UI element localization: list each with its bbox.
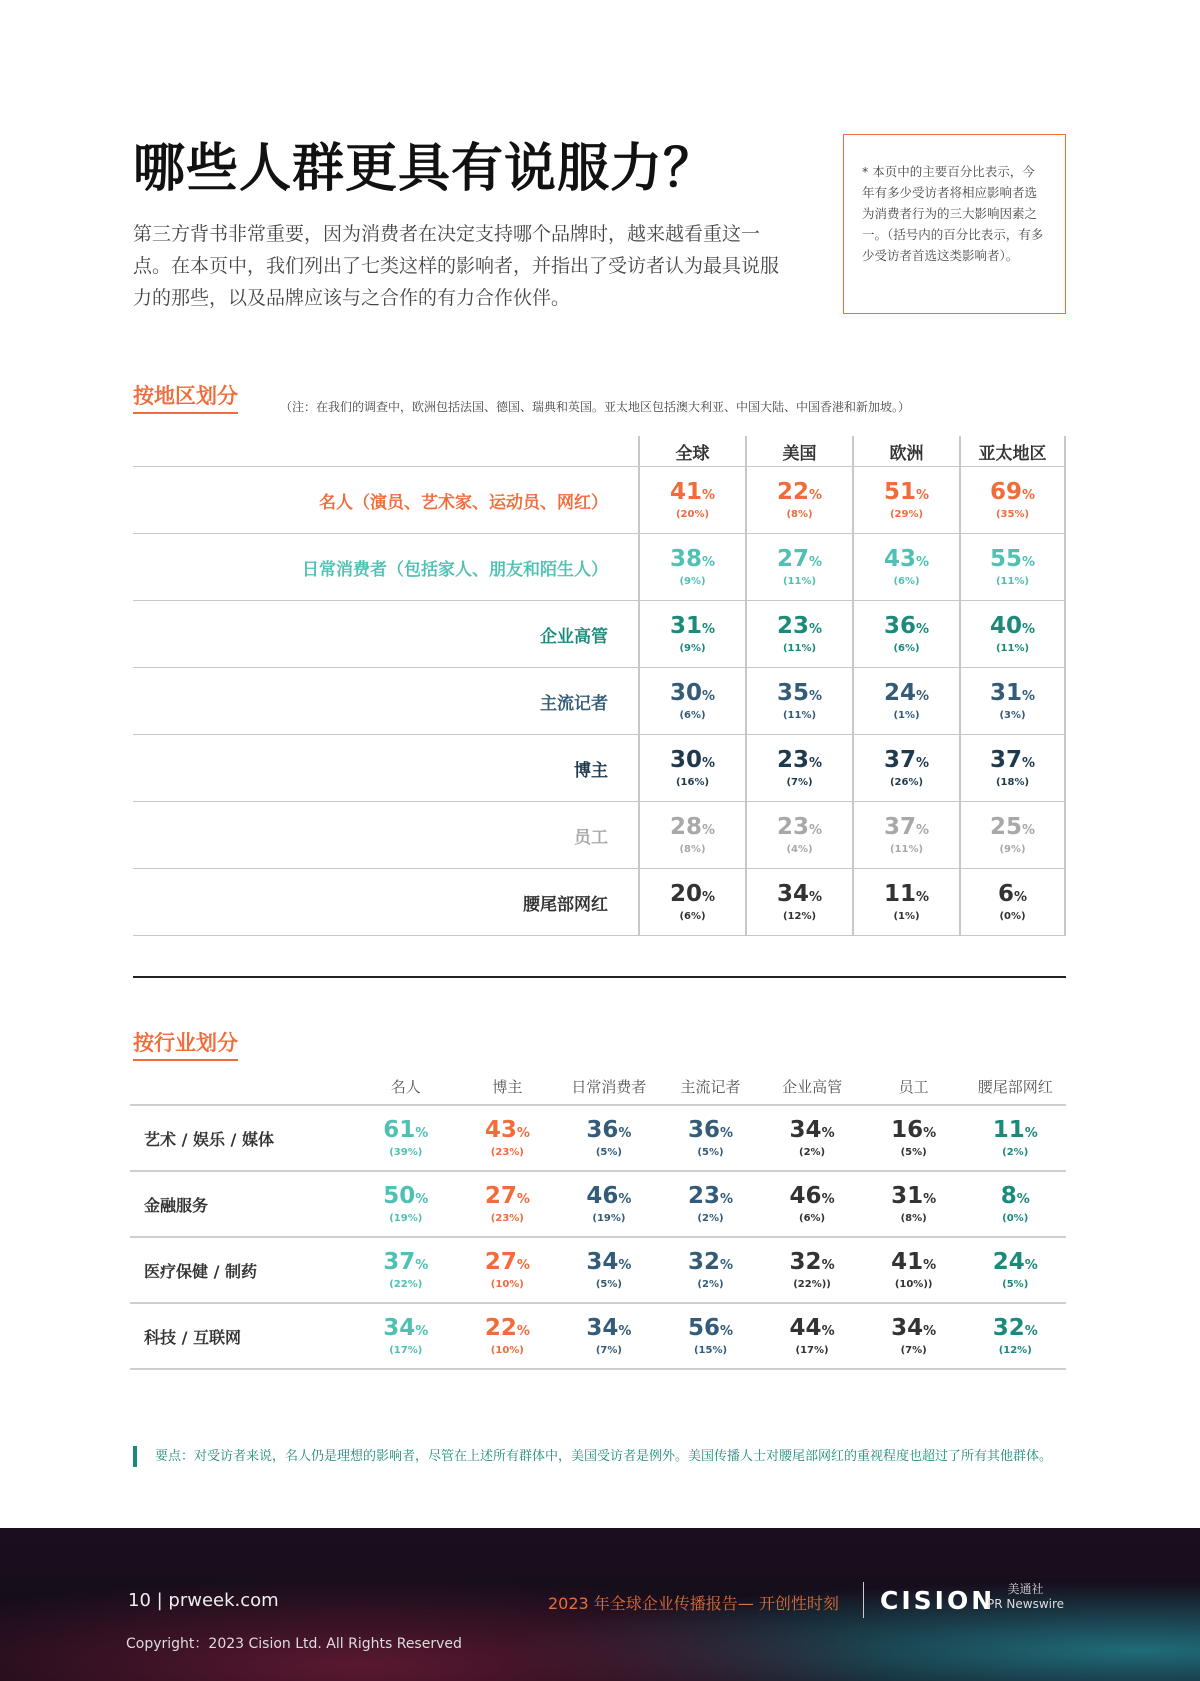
value-cell <box>852 534 959 600</box>
value-cell <box>852 467 959 533</box>
first-choice-value: (11%) <box>782 709 817 721</box>
percent-value: 34% <box>891 1314 937 1341</box>
first-choice-value: (4%) <box>786 843 813 855</box>
first-choice-value: (1%) <box>893 709 920 721</box>
value-cell <box>852 668 959 734</box>
table-row <box>133 467 1066 534</box>
first-choice-value: (18%) <box>995 776 1030 788</box>
value-cell <box>745 467 852 533</box>
row-label: 艺术 / 娱乐 / 媒体 <box>144 1129 274 1149</box>
first-choice-value: (10%)) <box>894 1278 933 1290</box>
percent-value: 24% <box>992 1248 1038 1275</box>
percent-value: 34% <box>586 1248 632 1275</box>
value-cell <box>959 802 1066 868</box>
value-cell <box>355 1172 457 1236</box>
page-number-site: 10 | prweek.com <box>128 1590 279 1611</box>
value-cell <box>863 1238 965 1302</box>
first-choice-value: (23%) <box>490 1146 524 1158</box>
row-label: 员工 <box>574 827 608 848</box>
prn-logo-cn: 美通社 <box>1007 1582 1044 1596</box>
value-cell <box>959 467 1066 533</box>
value-cell <box>852 601 959 667</box>
section-heading-region: 按地区划分 <box>133 380 238 414</box>
value-cell <box>558 1304 660 1368</box>
footnote-box: * 本页中的主要百分比表示，今年有多少受访者将相应影响者选为消费者行为的三大影响因素之一。（括号内的百分比表示，有多少受访者首选这类影响者）。 <box>843 134 1066 314</box>
percent-value: 36% <box>883 612 930 639</box>
column-header: 企业高管 <box>782 1078 843 1096</box>
percent-value: 22% <box>776 478 823 505</box>
intro-paragraph: 第三方背书非常重要，因为消费者在决定支持哪个品牌时，越来越看重这一点。在本页中，我们列出了七类这样的影响者，并指出了受访者认为最具说服力的那些，以及品牌应该与之合作的有力合作伙伴。 <box>133 223 780 309</box>
value-cell <box>457 1304 559 1368</box>
first-choice-value: (2%) <box>697 1212 724 1224</box>
percent-value: 61% <box>383 1116 429 1143</box>
value-cell <box>745 735 852 801</box>
percent-value: 20% <box>669 880 716 907</box>
value-cell <box>964 1238 1066 1302</box>
percent-value: 43% <box>883 545 930 572</box>
first-choice-value: (0%) <box>1002 1212 1029 1224</box>
percent-value: 28% <box>669 813 716 840</box>
table-header <box>133 436 1066 467</box>
value-cell <box>660 1304 762 1368</box>
column-header: 日常消费者 <box>571 1078 647 1096</box>
percent-value: 27% <box>484 1182 530 1209</box>
value-cell <box>959 534 1066 600</box>
value-cell <box>638 668 745 734</box>
percent-value: 37% <box>883 813 930 840</box>
percent-value: 27% <box>484 1248 530 1275</box>
table-row <box>133 869 1066 936</box>
value-cell <box>745 668 852 734</box>
table-row <box>130 1304 1066 1370</box>
value-cell <box>457 1172 559 1236</box>
percent-value: 6% <box>997 880 1028 907</box>
value-cell <box>660 1238 762 1302</box>
value-cell <box>638 467 745 533</box>
percent-value: 36% <box>586 1116 632 1143</box>
percent-value: 32% <box>992 1314 1038 1341</box>
first-choice-value: (39%) <box>389 1146 423 1158</box>
report-title: 2023 年全球企业传播报告— 开创性时刻 <box>548 1594 839 1613</box>
column-header: 亚太地区 <box>959 436 1066 466</box>
value-cell <box>638 735 745 801</box>
column-header: 美国 <box>745 436 852 466</box>
page-title: 哪些人群更具有说服力？ <box>133 139 717 199</box>
percent-value: 34% <box>383 1314 429 1341</box>
cision-logo: CISION <box>880 1586 996 1615</box>
first-choice-value: (5%) <box>595 1146 622 1158</box>
table-row <box>130 1172 1066 1238</box>
value-cell <box>863 1106 965 1170</box>
percent-value: 32% <box>789 1248 835 1275</box>
value-cell <box>959 869 1066 935</box>
percent-value: 36% <box>687 1116 734 1143</box>
first-choice-value: (15%) <box>693 1344 728 1356</box>
percent-value: 50% <box>383 1182 429 1209</box>
industry-table <box>130 1076 1066 1370</box>
value-cell <box>457 1106 559 1170</box>
column-header: 主流记者 <box>680 1078 741 1096</box>
first-choice-value: (19%) <box>389 1212 423 1224</box>
percent-value: 25% <box>989 813 1036 840</box>
value-cell <box>355 1106 457 1170</box>
percent-value: 55% <box>989 545 1036 572</box>
percent-value: 11% <box>992 1116 1038 1143</box>
first-choice-value: (11%) <box>782 642 817 654</box>
value-cell <box>660 1106 762 1170</box>
first-choice-value: (17%) <box>389 1344 423 1356</box>
percent-value: 46% <box>789 1182 835 1209</box>
value-cell <box>959 668 1066 734</box>
value-cell <box>457 1238 559 1302</box>
value-cell <box>761 1238 863 1302</box>
percent-value: 31% <box>891 1182 937 1209</box>
value-cell <box>761 1304 863 1368</box>
first-choice-value: (2%) <box>697 1278 724 1290</box>
value-cell <box>959 601 1066 667</box>
table-row <box>133 735 1066 802</box>
percent-value: 43% <box>484 1116 530 1143</box>
first-choice-value: (9%) <box>999 843 1026 855</box>
row-label: 主流记者 <box>540 693 608 714</box>
prn-logo-text: PR Newswire <box>987 1597 1065 1611</box>
table-row <box>130 1106 1066 1172</box>
first-choice-value: (35%) <box>995 508 1030 520</box>
percent-value: 37% <box>383 1248 429 1275</box>
first-choice-value: (0%) <box>999 910 1026 922</box>
percent-value: 44% <box>789 1314 835 1341</box>
value-cell <box>863 1172 965 1236</box>
first-choice-value: (5%) <box>595 1278 622 1290</box>
section-heading-industry: 按行业划分 <box>133 1027 238 1061</box>
value-cell <box>964 1304 1066 1368</box>
first-choice-value: (26%) <box>889 776 924 788</box>
percent-value: 37% <box>989 746 1036 773</box>
first-choice-value: (9%) <box>679 575 706 587</box>
first-choice-value: (6%) <box>893 642 920 654</box>
value-cell <box>959 735 1066 801</box>
percent-value: 16% <box>891 1116 937 1143</box>
value-cell <box>852 869 959 935</box>
row-label: 日常消费者（包括家人、朋友和陌生人） <box>302 559 608 580</box>
value-cell <box>660 1172 762 1236</box>
first-choice-value: (3%) <box>999 709 1026 721</box>
first-choice-value: (8%) <box>786 508 813 520</box>
value-cell <box>863 1304 965 1368</box>
first-choice-value: (11%) <box>889 843 924 855</box>
first-choice-value: (7%) <box>786 776 813 788</box>
column-header: 员工 <box>898 1078 929 1096</box>
first-choice-value: (5%) <box>1002 1278 1029 1290</box>
percent-value: 34% <box>586 1314 632 1341</box>
percent-value: 23% <box>687 1182 734 1209</box>
row-label: 博主 <box>574 760 608 781</box>
value-cell <box>558 1238 660 1302</box>
key-point: 要点：对受访者来说，名人仍是理想的影响者，尽管在上述所有群体中，美国受访者是例外。美国传播人士对腰尾部网红的重视程度也超过了所有其他群体。 <box>133 1446 1073 1467</box>
first-choice-value: (22%) <box>389 1278 423 1290</box>
column-header: 名人 <box>390 1078 421 1096</box>
percent-value: 23% <box>776 612 823 639</box>
percent-value: 51% <box>883 478 930 505</box>
percent-value: 30% <box>669 679 716 706</box>
value-cell <box>745 869 852 935</box>
row-label: 腰尾部网红 <box>523 894 608 915</box>
percent-value: 41% <box>669 478 716 505</box>
percent-value: 31% <box>989 679 1036 706</box>
first-choice-value: (7%) <box>900 1344 927 1356</box>
first-choice-value: (17%) <box>795 1344 829 1356</box>
value-cell <box>852 735 959 801</box>
first-choice-value: (8%) <box>679 843 706 855</box>
first-choice-value: (11%) <box>995 575 1030 587</box>
value-cell <box>745 534 852 600</box>
first-choice-value: (23%) <box>490 1212 524 1224</box>
row-label: 金融服务 <box>144 1195 209 1215</box>
first-choice-value: (20%) <box>675 508 710 520</box>
value-cell <box>852 802 959 868</box>
first-choice-value: (2%) <box>799 1146 826 1158</box>
value-cell <box>558 1172 660 1236</box>
first-choice-value: (8%) <box>900 1212 927 1224</box>
column-header: 腰尾部网红 <box>977 1078 1053 1096</box>
percent-value: 40% <box>989 612 1036 639</box>
percent-value: 34% <box>789 1116 835 1143</box>
percent-value: 56% <box>687 1314 734 1341</box>
percent-value: 30% <box>669 746 716 773</box>
row-label: 企业高管 <box>540 626 608 647</box>
first-choice-value: (9%) <box>679 642 706 654</box>
percent-value: 31% <box>669 612 716 639</box>
percent-value: 24% <box>883 679 930 706</box>
row-label: 医疗保健 / 制药 <box>144 1261 257 1281</box>
value-cell <box>761 1172 863 1236</box>
percent-value: 23% <box>776 746 823 773</box>
first-choice-value: (6%) <box>893 575 920 587</box>
percent-value: 46% <box>586 1182 632 1209</box>
region-note: （注：在我们的调查中，欧洲包括法国、德国、瑞典和英国。亚太地区包括澳大利亚、中国大陆、中国香港和新加坡。） <box>280 400 911 414</box>
first-choice-value: (29%) <box>889 508 924 520</box>
first-choice-value: (2%) <box>1002 1146 1029 1158</box>
copyright: Copyright：2023 Cision Ltd. All Rights Reserved <box>126 1636 462 1652</box>
first-choice-value: (6%) <box>679 910 706 922</box>
row-label: 科技 / 互联网 <box>144 1327 241 1347</box>
first-choice-value: (10%) <box>490 1278 524 1290</box>
table-row <box>133 668 1066 735</box>
value-cell <box>638 601 745 667</box>
first-choice-value: (6%) <box>799 1212 826 1224</box>
value-cell <box>964 1172 1066 1236</box>
percent-value: 23% <box>776 813 823 840</box>
percent-value: 27% <box>776 545 823 572</box>
column-header: 欧洲 <box>852 436 959 466</box>
first-choice-value: (6%) <box>679 709 706 721</box>
first-choice-value: (11%) <box>995 642 1030 654</box>
percent-value: 69% <box>989 478 1036 505</box>
percent-value: 32% <box>687 1248 734 1275</box>
column-header: 全球 <box>638 436 745 466</box>
first-choice-value: (10%) <box>490 1344 524 1356</box>
percent-value: 38% <box>669 545 716 572</box>
value-cell <box>638 869 745 935</box>
first-choice-value: (11%) <box>782 575 817 587</box>
table-row <box>130 1238 1066 1304</box>
table-row <box>133 802 1066 869</box>
percent-value: 41% <box>891 1248 937 1275</box>
first-choice-value: (5%) <box>900 1146 927 1158</box>
value-cell <box>761 1106 863 1170</box>
first-choice-value: (5%) <box>697 1146 724 1158</box>
region-table <box>133 436 1066 936</box>
prnewswire-logo <box>987 1582 1064 1612</box>
footer-separator <box>863 1582 864 1618</box>
percent-value: 22% <box>484 1314 530 1341</box>
value-cell <box>355 1238 457 1302</box>
first-choice-value: (12%) <box>782 910 817 922</box>
value-cell <box>964 1106 1066 1170</box>
value-cell <box>558 1106 660 1170</box>
first-choice-value: (7%) <box>595 1344 622 1356</box>
first-choice-value: (22%)) <box>793 1278 831 1290</box>
percent-value: 34% <box>776 880 823 907</box>
first-choice-value: (1%) <box>893 910 920 922</box>
divider <box>133 976 1066 978</box>
table-header <box>130 1076 1066 1106</box>
table-row <box>133 534 1066 601</box>
column-header: 博主 <box>492 1078 523 1096</box>
first-choice-value: (12%) <box>998 1344 1032 1356</box>
percent-value: 11% <box>883 880 930 907</box>
percent-value: 37% <box>883 746 930 773</box>
first-choice-value: (19%) <box>592 1212 626 1224</box>
footer <box>0 1528 1200 1681</box>
value-cell <box>745 802 852 868</box>
table-row <box>133 601 1066 668</box>
value-cell <box>638 802 745 868</box>
value-cell <box>745 601 852 667</box>
first-choice-value: (16%) <box>675 776 710 788</box>
value-cell <box>638 534 745 600</box>
row-label: 名人（演员、艺术家、运动员、网红） <box>319 492 608 513</box>
percent-value: 35% <box>776 679 823 706</box>
value-cell <box>355 1304 457 1368</box>
percent-value: 8% <box>1000 1182 1030 1209</box>
